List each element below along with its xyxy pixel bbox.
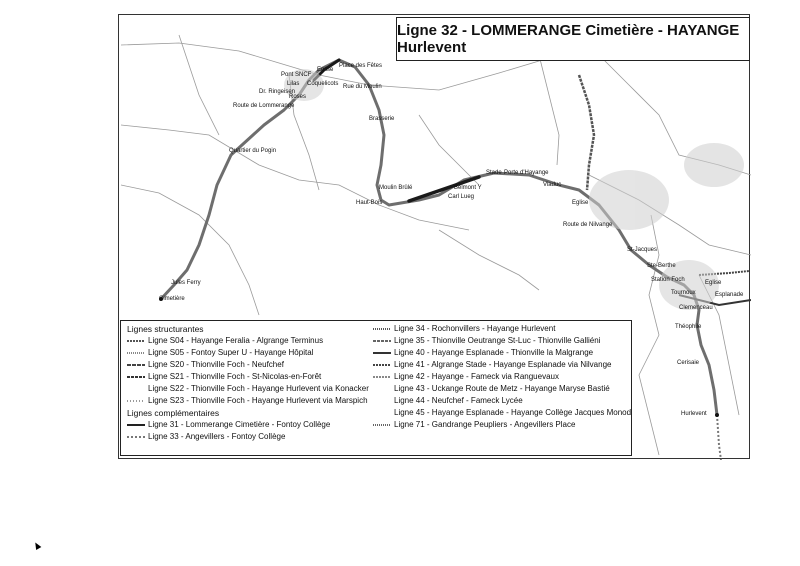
legend-swatch [373, 422, 391, 428]
legend-entry [373, 407, 631, 419]
legend-entry [127, 431, 369, 443]
stop-label: Pont SNCF [281, 72, 312, 78]
stop-label: Lilas [287, 81, 300, 87]
legend-swatch [373, 350, 391, 356]
legend-swatch [373, 362, 391, 368]
mouse-cursor-icon [33, 541, 42, 550]
stop-label: Cerisaie [677, 360, 700, 366]
legend-label: Ligne S04 - Hayange Feralia - Algrange Terminus [148, 336, 324, 345]
stop-label: Eglise [317, 67, 334, 73]
legend-entry [373, 371, 631, 383]
stop-label: Cimetière [159, 296, 185, 302]
legend-entry [127, 419, 369, 431]
stop-label: Stade [486, 170, 502, 176]
stop-label: Haut-Bois [356, 200, 383, 206]
legend-swatch [373, 398, 391, 404]
legend-label: Ligne S23 - Thionville Foch - Hayange Hurlevent via Marspich [148, 396, 368, 405]
legend-label: Ligne 71 - Gandrange Peupliers - Angevillers Place [394, 420, 576, 429]
legend-label: Ligne S22 - Thionville Foch - Hayange Hurlevent via Konacker [148, 384, 369, 393]
stop-label: Belmont Y [454, 185, 482, 191]
legend-label: Ligne S05 - Fontoy Super U - Hayange Hôpital [148, 348, 314, 357]
legend-swatch [127, 350, 145, 356]
legend-entry [127, 383, 369, 395]
legend-label: Ligne 43 - Uckange Route de Metz - Hayange Maryse Bastié [394, 384, 610, 393]
stop-label: Place des Fêtes [339, 63, 383, 69]
legend-swatch [373, 386, 391, 392]
stop-label: Moulin Brûlé [379, 185, 413, 191]
legend-label: Ligne 33 - Angevillers - Fontoy Collège [148, 432, 286, 441]
legend-swatch [127, 434, 145, 440]
legend-entry [373, 347, 631, 359]
legend-swatch [373, 326, 391, 332]
stop-label: Hurlevent [681, 411, 707, 417]
stop-label: Roses [289, 94, 307, 100]
legend-label: Ligne 44 - Neufchef - Fameck Lycée [394, 396, 523, 405]
legend-swatch [127, 338, 145, 344]
stop-label: Quartier du Pogin [229, 148, 277, 154]
legend-swatch [127, 422, 145, 428]
stop-label: Eglise [705, 280, 722, 286]
legend-swatch [373, 338, 391, 344]
stop-label: Jules Ferry [171, 280, 201, 286]
stop-label: Brasserie [369, 116, 395, 122]
legend-label: Ligne S21 - Thionville Foch - St-Nicolas-en-Forêt [148, 372, 322, 381]
legend-section-structurantes: Lignes structurantes [127, 324, 204, 334]
stop-label: Carl Lueg [448, 194, 475, 200]
stop-label: Route de Lommerange [233, 103, 295, 109]
legend-swatch [373, 374, 391, 380]
stop-label: Clemenceau [679, 305, 713, 311]
stop-label: Théophile [675, 324, 702, 330]
map-title: Ligne 32 - LOMMERANGE Cimetière - HAYANGE Hurlevent [396, 17, 750, 61]
stop-label: Viaduc [543, 182, 562, 188]
stop-label: Rue du Moulin [343, 84, 382, 90]
legend-entry [373, 419, 631, 431]
stop-label: Eglise [572, 200, 589, 206]
legend-entry [373, 383, 631, 395]
legend-swatch [127, 386, 145, 392]
stop-label: St-Jacques [627, 247, 658, 253]
stop-label: Station Foch [651, 277, 685, 283]
legend-entry [373, 359, 631, 371]
legend-entry [127, 359, 369, 371]
legend-label: Ligne 41 - Algrange Stade - Hayange Esplanade via Nilvange [394, 360, 612, 369]
stop-label: Porte d'Hayange [504, 170, 549, 176]
legend-label: Ligne 40 - Hayange Esplanade - Thionville la Malgrange [394, 348, 594, 357]
legend [120, 320, 632, 456]
legend-label: Ligne 45 - Hayange Esplanade - Hayange Collège Jacques Monod [394, 408, 632, 417]
legend-section-complementaires: Lignes complémentaires [127, 408, 220, 418]
stop-label: Route de Nilvange [563, 222, 613, 228]
legend-swatch [373, 410, 391, 416]
stop-label: Ste-Berthe [647, 263, 676, 269]
legend-label: Ligne 31 - Lommerange Cimetière - Fontoy Collège [148, 420, 331, 429]
legend-label: Ligne 34 - Rochonvillers - Hayange Hurlevent [394, 324, 556, 333]
legend-swatch [127, 374, 145, 380]
legend-entry [127, 335, 369, 347]
legend-col-left [127, 323, 369, 443]
legend-entry [127, 371, 369, 383]
legend-entry [373, 323, 631, 335]
legend-entry [127, 395, 369, 407]
stop-label: Coquelicots [307, 81, 339, 87]
stop-label: Tournoux [671, 290, 696, 296]
legend-label: Ligne 35 - Thionville Oeutrange St-Luc - Thionville Galliéni [394, 336, 601, 345]
legend-entry [373, 335, 631, 347]
stop-label: Dr. Ringeisen [259, 89, 296, 95]
legend-label: Ligne 42 - Hayange - Fameck via Ranguevaux [394, 372, 559, 381]
legend-entry [373, 395, 631, 407]
legend-label: Ligne S20 - Thionville Foch - Neufchef [148, 360, 284, 369]
legend-swatch [127, 398, 145, 404]
urban-area [284, 69, 744, 310]
stop-label: Esplanade [715, 292, 744, 298]
legend-swatch [127, 362, 145, 368]
legend-col-right [373, 323, 631, 431]
legend-entry [127, 347, 369, 359]
